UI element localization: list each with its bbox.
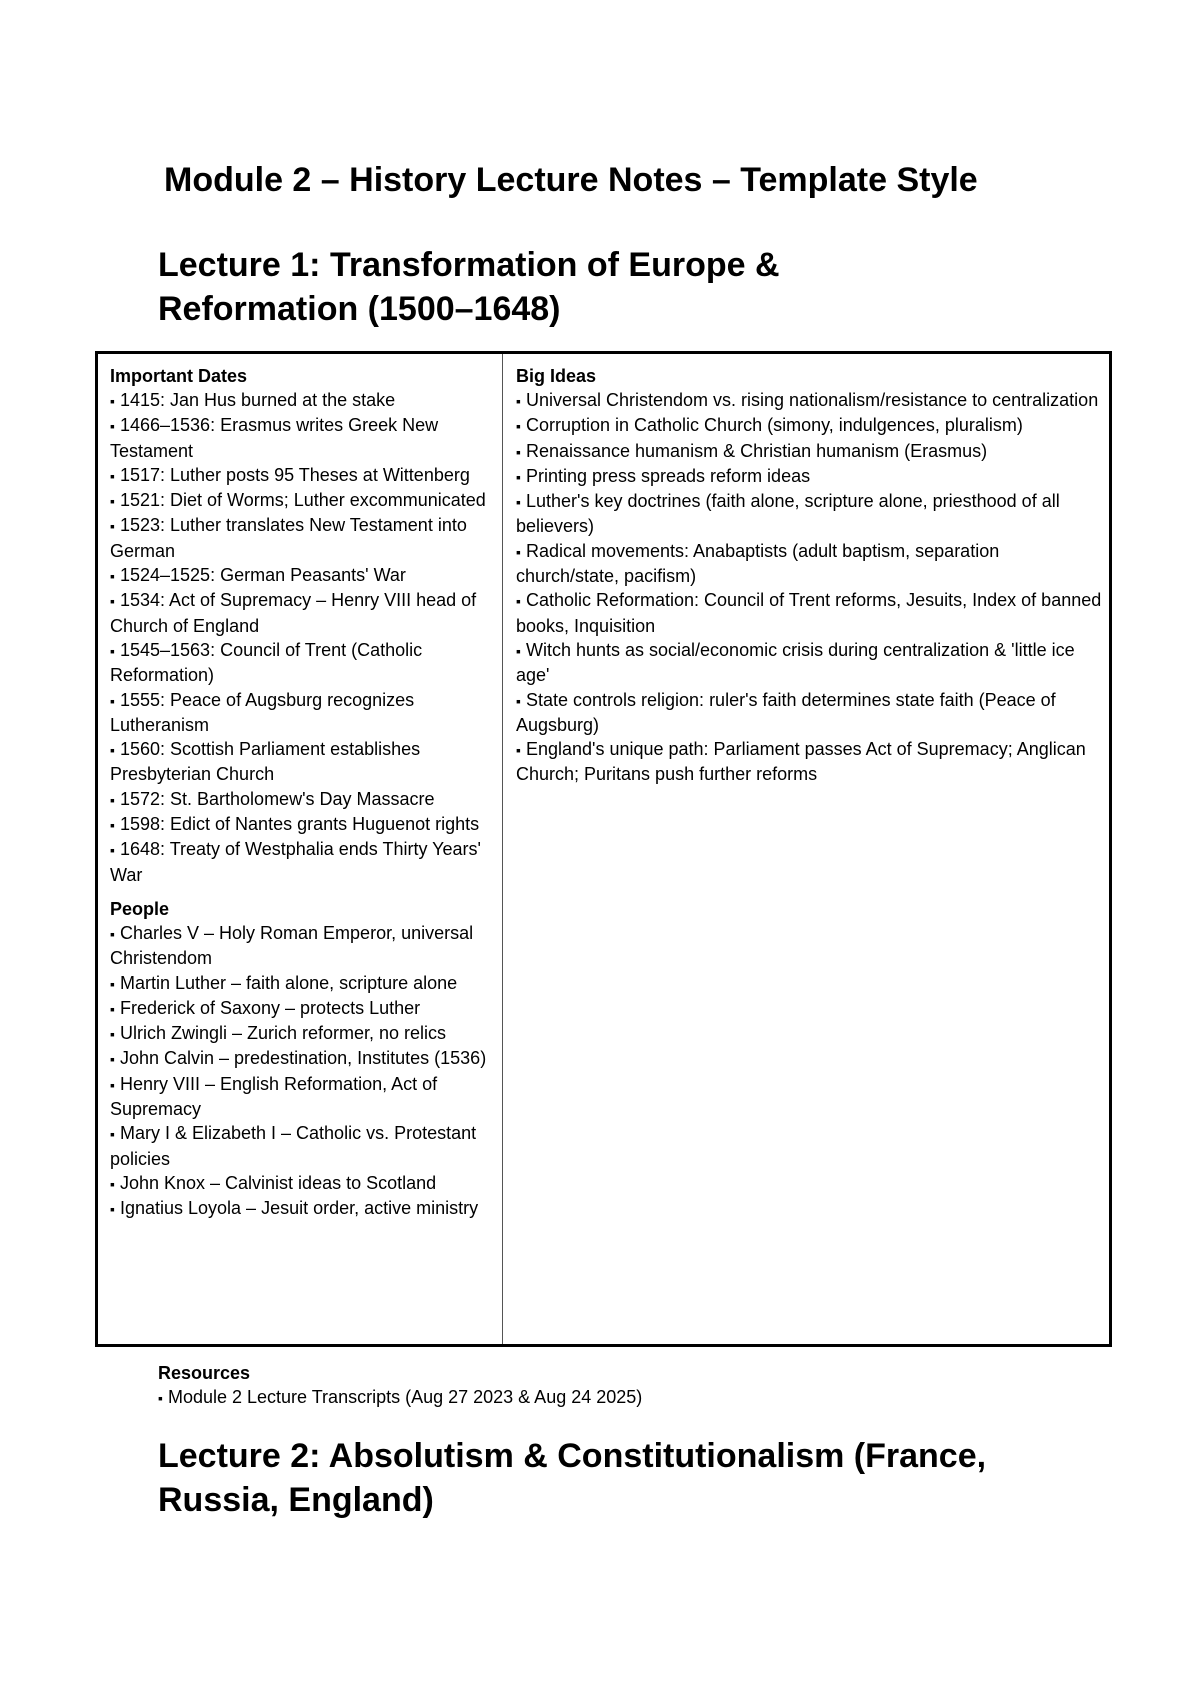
list-item-text: 1517: Luther posts 95 Theses at Wittenberg [119, 464, 470, 485]
list-item [110, 1072, 496, 1122]
list-item [110, 921, 496, 971]
list-item-text: Catholic Reformation: Council of Trent reforms, Jesuits, Index of banned books, Inquisition [516, 590, 1102, 636]
list-item [110, 588, 496, 638]
people-list [110, 921, 496, 1222]
list-item [110, 1196, 496, 1221]
list-item [158, 1385, 642, 1410]
list-item-text: 1598: Edict of Nantes grants Huguenot rights [119, 814, 480, 835]
bullet-icon: ▪ [110, 842, 115, 859]
list-item-text: 1534: Act of Supremacy – Henry VIII head of Church of England [110, 590, 477, 636]
big-ideas-list [516, 388, 1103, 787]
bullet-icon: ▪ [110, 1051, 115, 1068]
list-item [110, 638, 496, 688]
bullet-icon: ▪ [516, 443, 521, 460]
list-item-text: 1555: Peace of Augsburg recognizes Lutheranism [110, 689, 415, 735]
bullet-icon: ▪ [158, 1390, 163, 1406]
bullet-icon: ▪ [110, 467, 115, 484]
important-dates-heading: Important Dates [110, 366, 248, 386]
bullet-icon: ▪ [516, 393, 521, 409]
list-item [110, 1046, 496, 1071]
bullet-icon: ▪ [110, 493, 115, 510]
bullet-icon: ▪ [110, 568, 115, 585]
right-column [503, 354, 1109, 1344]
list-item-text: Corruption in Catholic Church (simony, indulgences, pluralism) [525, 415, 1023, 436]
list-item [110, 388, 496, 413]
bullet-icon: ▪ [110, 742, 115, 759]
resources-list [158, 1385, 642, 1410]
list-item-text: 1523: Luther translates New Testament into German [110, 515, 467, 561]
list-item [516, 388, 1103, 413]
bullet-icon: ▪ [110, 692, 115, 709]
lecture-2-heading: Lecture 2: Absolutism & Constitutionalism (France, Russia, England) [158, 1437, 987, 1519]
list-item [110, 513, 496, 563]
list-item [516, 737, 1103, 787]
bullet-icon: ▪ [516, 494, 521, 511]
big-ideas-heading: Big Ideas [516, 366, 597, 386]
list-item-text: Frederick of Saxony – protects Luther [119, 997, 421, 1018]
list-item [110, 971, 496, 996]
list-item-text: Luther's key doctrines (faith alone, scripture alone, priesthood of all believers) [516, 491, 1060, 537]
bullet-icon: ▪ [110, 925, 115, 942]
list-item [110, 1021, 496, 1046]
list-item-text: Module 2 Lecture Transcripts (Aug 27 2023 & Aug 24 2025) [167, 1387, 643, 1407]
list-item-text: Radical movements: Anabaptists (adult baptism, separation church/state, pacifism) [516, 540, 1000, 587]
bullet-icon: ▪ [110, 1201, 115, 1218]
bullet-icon: ▪ [110, 1000, 115, 1017]
bullet-icon: ▪ [110, 593, 115, 610]
list-item [110, 1121, 496, 1171]
list-item [110, 413, 496, 463]
list-item [516, 588, 1103, 638]
list-item-text: Universal Christendom vs. rising nationalism/resistance to centralization [525, 390, 1099, 410]
bullet-icon: ▪ [110, 1026, 115, 1043]
list-item [110, 688, 496, 738]
list-item [110, 837, 496, 887]
list-item [516, 464, 1103, 489]
bullet-icon: ▪ [110, 1076, 115, 1093]
resources-heading: Resources [158, 1363, 251, 1383]
resources-section [158, 1361, 642, 1410]
list-item [110, 463, 496, 488]
bullet-icon: ▪ [516, 593, 521, 610]
list-item-text: 1466–1536: Erasmus writes Greek New Testament [110, 415, 439, 461]
list-item [516, 439, 1103, 464]
list-item-text: Henry VIII – English Reformation, Act of Supremacy [110, 1073, 438, 1120]
list-item-text: Printing press spreads reform ideas [525, 465, 811, 486]
list-item [110, 996, 496, 1021]
list-item [516, 688, 1103, 738]
list-item-text: Renaissance humanism & Christian humanism (Erasmus) [525, 440, 988, 461]
lecture-1-heading: Lecture 1: Transformation of Europe & Reformation (1500–1648) [158, 246, 780, 328]
bullet-icon: ▪ [110, 1126, 115, 1143]
bullet-icon: ▪ [110, 975, 115, 992]
important-dates-list [110, 388, 496, 887]
list-item-text: John Knox – Calvinist ideas to Scotland [119, 1172, 437, 1193]
list-item-text: 1648: Treaty of Westphalia ends Thirty Years' War [110, 839, 481, 885]
lecture-1-notes-table [95, 351, 1112, 1347]
bullet-icon: ▪ [110, 817, 115, 834]
list-item [110, 812, 496, 837]
list-item [516, 413, 1103, 438]
bullet-icon: ▪ [110, 518, 115, 535]
bullet-icon: ▪ [516, 742, 521, 759]
list-item-text: Martin Luther – faith alone, scripture alone [119, 972, 458, 993]
list-item-text: 1560: Scottish Parliament establishes Presbyterian Church [110, 739, 421, 785]
list-item-text: Ulrich Zwingli – Zurich reformer, no relics [119, 1023, 447, 1044]
list-item-text: England's unique path: Parliament passes Act of Supremacy; Anglican Church; Puritans push further reforms [516, 739, 1086, 785]
bullet-icon: ▪ [110, 1175, 115, 1192]
list-item-text: Mary I & Elizabeth I – Catholic vs. Protestant policies [110, 1123, 477, 1169]
list-item-text: 1524–1525: German Peasants' War [119, 565, 406, 586]
list-item-text: Ignatius Loyola – Jesuit order, active ministry [119, 1198, 479, 1219]
list-item-text: State controls religion: ruler's faith determines state faith (Peace of Augsburg) [516, 689, 1056, 735]
list-item [516, 489, 1103, 539]
bullet-icon: ▪ [516, 642, 521, 659]
bullet-icon: ▪ [516, 418, 521, 435]
list-item-text: John Calvin – predestination, Institutes (1536) [119, 1048, 487, 1069]
list-item [110, 737, 496, 787]
list-item-text: 1415: Jan Hus burned at the stake [119, 390, 396, 410]
list-item [516, 638, 1103, 688]
list-item [110, 1171, 496, 1196]
bullet-icon: ▪ [110, 791, 115, 808]
bullet-icon: ▪ [110, 418, 115, 435]
left-column [98, 354, 503, 1344]
list-item-text: Charles V – Holy Roman Emperor, universal Christendom [110, 922, 474, 969]
document-title: Module 2 – History Lecture Notes – Template Style [164, 161, 978, 199]
bullet-icon: ▪ [516, 543, 521, 560]
list-item-text: Witch hunts as social/economic crisis during centralization & 'little ice age' [516, 639, 1075, 686]
list-item [110, 563, 496, 588]
list-item-text: 1521: Diet of Worms; Luther excommunicated [119, 490, 486, 511]
bullet-icon: ▪ [110, 393, 115, 409]
bullet-icon: ▪ [516, 468, 521, 485]
list-item [110, 488, 496, 513]
bullet-icon: ▪ [110, 642, 115, 659]
bullet-icon: ▪ [516, 692, 521, 709]
list-item [110, 787, 496, 812]
list-item [516, 539, 1103, 589]
list-item-text: 1545–1563: Council of Trent (Catholic Reformation) [110, 639, 423, 686]
people-heading: People [110, 898, 170, 919]
list-item-text: 1572: St. Bartholomew's Day Massacre [119, 788, 435, 809]
